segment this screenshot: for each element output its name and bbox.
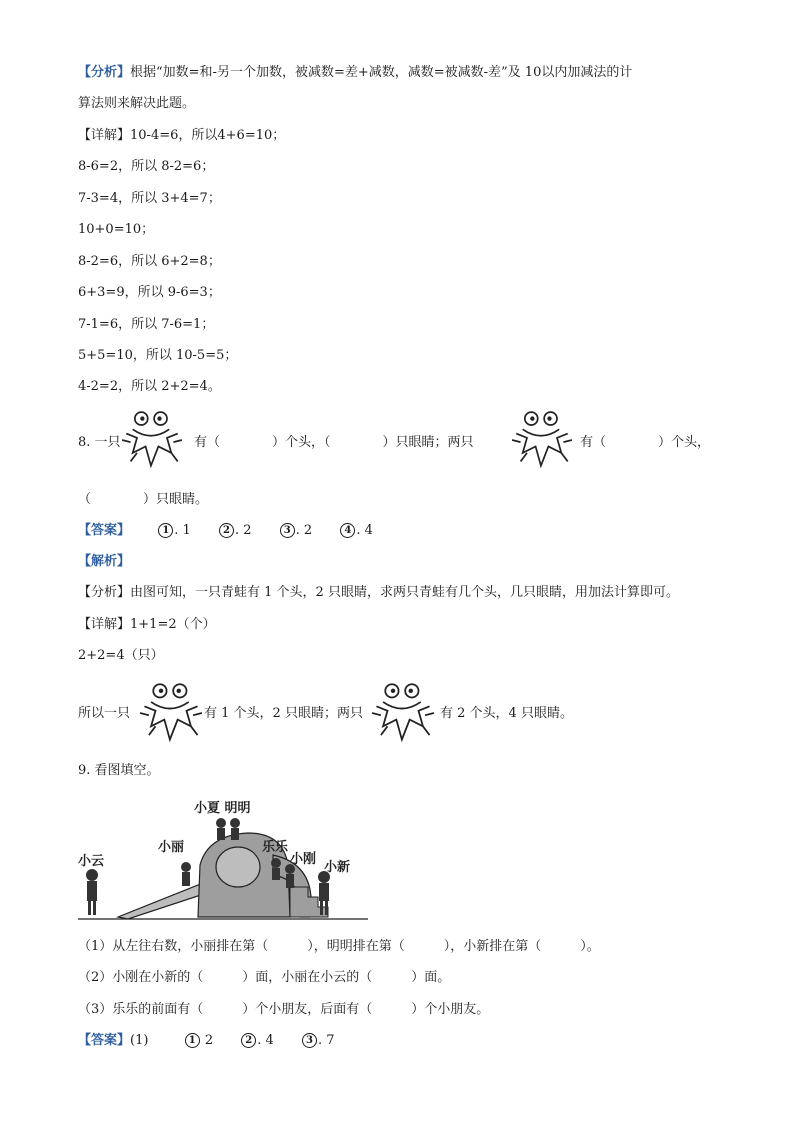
circled-number: 2: [241, 1033, 256, 1048]
frog-icon: [372, 682, 434, 744]
answer-value: . 2: [234, 523, 252, 538]
q8-detail-2: 2+2=4（只）: [78, 648, 164, 663]
answer-item: [158, 523, 191, 538]
frog-icon: [140, 682, 202, 744]
detail-line-1: [78, 127, 285, 145]
answer-item: [302, 1033, 335, 1048]
circled-number: 3: [302, 1033, 317, 1048]
label-xiaoyun: 小云: [78, 854, 105, 869]
q9-sub1: （1）从左往右数，小丽排在第（ ），明明排在第（ ），小新排在第（ ）。: [78, 939, 600, 954]
q8-answer: [78, 522, 397, 540]
circled-number: 1: [158, 523, 173, 538]
q9-title: 9. 看图填空。: [78, 763, 160, 778]
label-xiaogang: 小刚: [290, 852, 317, 867]
so-lead: 所以一只: [78, 706, 131, 721]
label-xiaoli: 小丽: [158, 840, 185, 855]
slide-picture: [78, 795, 368, 925]
answer-tag: 【答案】: [78, 523, 131, 538]
q9-sub3: （3）乐乐的前面有（ ）个小朋友，后面有（ ）个小朋友。: [78, 1002, 490, 1017]
q8-lead: 8. 一只: [78, 435, 121, 450]
calc-line: 6+3=9，所以 9-6=3；: [78, 285, 221, 300]
detail-text: 1+1=2（个）: [130, 617, 216, 632]
answer-prefix: (1): [130, 1033, 149, 1048]
q8-detail: [78, 616, 216, 634]
answer-item: [280, 523, 313, 538]
jiexi-tag: 【解析】: [78, 554, 131, 569]
answer-value: 2: [200, 1033, 214, 1048]
q8-line-2: （ ）只眼睛。: [78, 492, 209, 507]
calc-line: 10+0=10；: [78, 222, 155, 237]
analysis-text: 根据“加数=和-另一个加数，被减数=差+减数，减数=被减数-差”及 10以内加减法的计: [130, 65, 633, 80]
analysis-line-2: 算法则来解决此题。: [78, 96, 196, 111]
answer-value: . 7: [317, 1033, 335, 1048]
frog-icon: [512, 410, 572, 470]
frog-icon: [122, 410, 182, 470]
answer-value: . 4: [356, 523, 373, 538]
q9-sub2: （2）小刚在小新的（ ）面，小丽在小云的（ ）面。: [78, 970, 451, 985]
calc-line: 8-2=6，所以 6+2=8；: [78, 254, 221, 269]
circled-number: 4: [340, 523, 355, 538]
answer-item: [241, 1033, 274, 1048]
answer-value: . 4: [257, 1033, 274, 1048]
q8-part-b: 有（ ）个头，: [580, 435, 711, 450]
calc-line: 4-2=2，所以 2+2=4。: [78, 379, 221, 394]
calc-line: 5+5=10，所以 10-5=5；: [78, 348, 238, 363]
analysis-line-1: [78, 64, 632, 82]
answer-value: . 2: [295, 523, 313, 538]
detail-tag: 【详解】: [78, 617, 131, 632]
q8-part-a: 有（ ）个头，（ ）只眼睛；两只: [194, 435, 474, 450]
circled-number: 3: [280, 523, 295, 538]
calc-line: 7-3=4，所以 3+4=7；: [78, 191, 221, 206]
detail-tag: 【详解】: [78, 128, 131, 143]
detail-text: 10-4=6，所以4+6=10；: [130, 128, 286, 143]
answer-item: [185, 1033, 213, 1048]
label-xiaoxia-mingming: 小夏 明明: [194, 801, 251, 816]
so-mid: 有 1 个头，2 只眼睛；两只: [204, 706, 363, 721]
label-lele: 乐乐: [262, 840, 289, 855]
circled-number: 1: [185, 1033, 200, 1048]
label-xiaoxin: 小新: [324, 860, 351, 875]
answer-value: . 1: [174, 523, 191, 538]
q8-analysis: [78, 584, 679, 602]
so-end: 有 2 个头，4 只眼睛。: [440, 706, 573, 721]
answer-tag: 【答案】: [78, 1033, 131, 1048]
circled-number: 2: [219, 523, 234, 538]
analysis-text: 由图可知，一只青蛙有 1 个头，2 只眼睛，求两只青蛙有几个头，几只眼睛，用加法计算即可。: [130, 585, 679, 600]
calc-line: 8-6=2，所以 8-2=6；: [78, 159, 215, 174]
analysis-tag: 【分析】: [78, 65, 131, 80]
answer-item: [340, 523, 373, 538]
calc-line: 7-1=6，所以 7-6=1；: [78, 317, 215, 332]
analysis-tag: 【分析】: [78, 585, 131, 600]
q9-answer: [78, 1032, 359, 1050]
answer-item: [219, 523, 252, 538]
